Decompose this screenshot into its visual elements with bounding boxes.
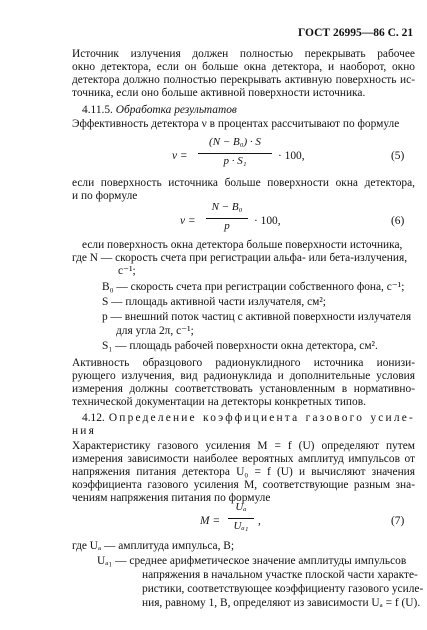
- paragraph-1: [72, 48, 415, 100]
- section-number: 4.12.: [82, 412, 105, 424]
- text-line: если поверхность источника больше поверхности окна детектора,: [72, 177, 415, 189]
- definition-line: ристики, соответствующее коэффициенту газового усиле-: [142, 583, 424, 595]
- definition-line: для угла 2π, с⁻¹;: [116, 325, 194, 337]
- definition-line: где N — скорость счета при регистрации альфа- или бета-излучения,: [72, 252, 408, 264]
- formula-5-denominator: p · S₁: [223, 155, 247, 167]
- text-line: и по формуле: [72, 190, 138, 202]
- text-line: технической документации на детекторы конкретных типов.: [72, 396, 366, 408]
- text-line: коэффициента газового усиления M, соответствующие разным зна-: [72, 479, 415, 491]
- paragraph-3: [72, 440, 415, 505]
- text-line: измерения зависимости наиболее вероятных амплитуд импульсов от: [72, 453, 415, 465]
- text-line: Источник излучения должен полностью перекрывать рабочее: [72, 48, 415, 60]
- definition-line: B₀ — скорость счета при регистрации собственного фона, с⁻¹;: [102, 281, 405, 293]
- definition-line: ния, равному 1, В, определяют из зависимости Uₐ = f (U).: [142, 597, 421, 609]
- formula-7-denominator: Uₐ₁: [233, 520, 249, 532]
- definition-line: p — внешний поток частиц с активной поверхности излучателя: [102, 311, 412, 323]
- text-line: напряжения питания детектора U₀ = f (U) и вычисляют значения: [72, 466, 415, 478]
- definition-line: S₁ — площадь рабочей поверхности окна детектора, см².: [102, 340, 378, 352]
- text-line: чениям напряжения питания по формуле: [72, 492, 271, 504]
- formula-7-lhs: M =: [200, 515, 221, 527]
- condition-1: [72, 177, 415, 203]
- formula-6-denominator: p: [224, 220, 230, 232]
- text-line: рующего излучения, вид радионуклида и дополнительные условия: [72, 370, 415, 382]
- definition-line: S — площадь активной части излучателя, см²;: [102, 296, 326, 308]
- section-number: 4.11.5.: [82, 104, 113, 116]
- text-line: Активность образцового радионуклидного источника ионизи-: [72, 357, 415, 369]
- text-line: окно детектора, если он больше окна детектора, и наоборот, окно: [72, 61, 415, 73]
- text-line: детектора должно полностью перекрывать активную поверхность ис-: [72, 74, 415, 86]
- definition-line: где Uₐ — амплитуда импульса, В;: [72, 540, 235, 552]
- formula-5-lhs: ν =: [172, 150, 188, 162]
- formula-7-fraction-line: [228, 518, 254, 519]
- page-header: ГОСТ 26995—86 С. 21: [298, 27, 414, 39]
- text-line: если поверхность окна детектора больше поверхности источника,: [82, 239, 403, 251]
- section-title: Обработка результатов: [115, 104, 237, 116]
- formula-6-tail: · 100,: [254, 215, 281, 227]
- section-4-11-5-heading: [82, 104, 237, 117]
- paragraph-2: [72, 357, 415, 409]
- definition-line: с⁻¹;: [118, 265, 136, 277]
- definition-line: напряжения в начальном участке плоской части характе-: [142, 569, 418, 581]
- formula-7-numerator: Uₐ: [235, 501, 247, 513]
- formula-6-lhs: ν =: [180, 215, 196, 227]
- formula-6-numerator: N − B₀: [211, 201, 243, 213]
- formula-5-number: (5): [391, 150, 405, 162]
- text-line: точника, если оно больше активной поверхности источника.: [72, 87, 366, 99]
- text-line: Эффективность детектора ν в процентах рассчитывают по формуле: [72, 118, 400, 130]
- text-line: измерения должны соответствовать установленным в нормативно-: [72, 383, 415, 395]
- definition-line: Uₐ₁ — среднее арифметическое значение амплитуды импульсов: [97, 555, 407, 567]
- formula-5-tail: · 100,: [278, 150, 305, 162]
- text-line: Характеристику газового усиления M = f (U) определяют путем: [72, 440, 415, 452]
- section-title: Определение коэффициента газового усиле-: [108, 412, 415, 424]
- formula-6-fraction-line: [206, 218, 248, 219]
- section-title-continued: ния: [72, 425, 97, 437]
- formula-7-number: (7): [391, 515, 405, 527]
- section-4-12-heading: [82, 412, 415, 425]
- formula-5-numerator: (N − B₀) · S: [209, 136, 261, 148]
- formula-6-number: (6): [391, 215, 405, 227]
- formula-5-fraction-line: [198, 153, 272, 154]
- formula-7-tail: ,: [258, 515, 261, 527]
